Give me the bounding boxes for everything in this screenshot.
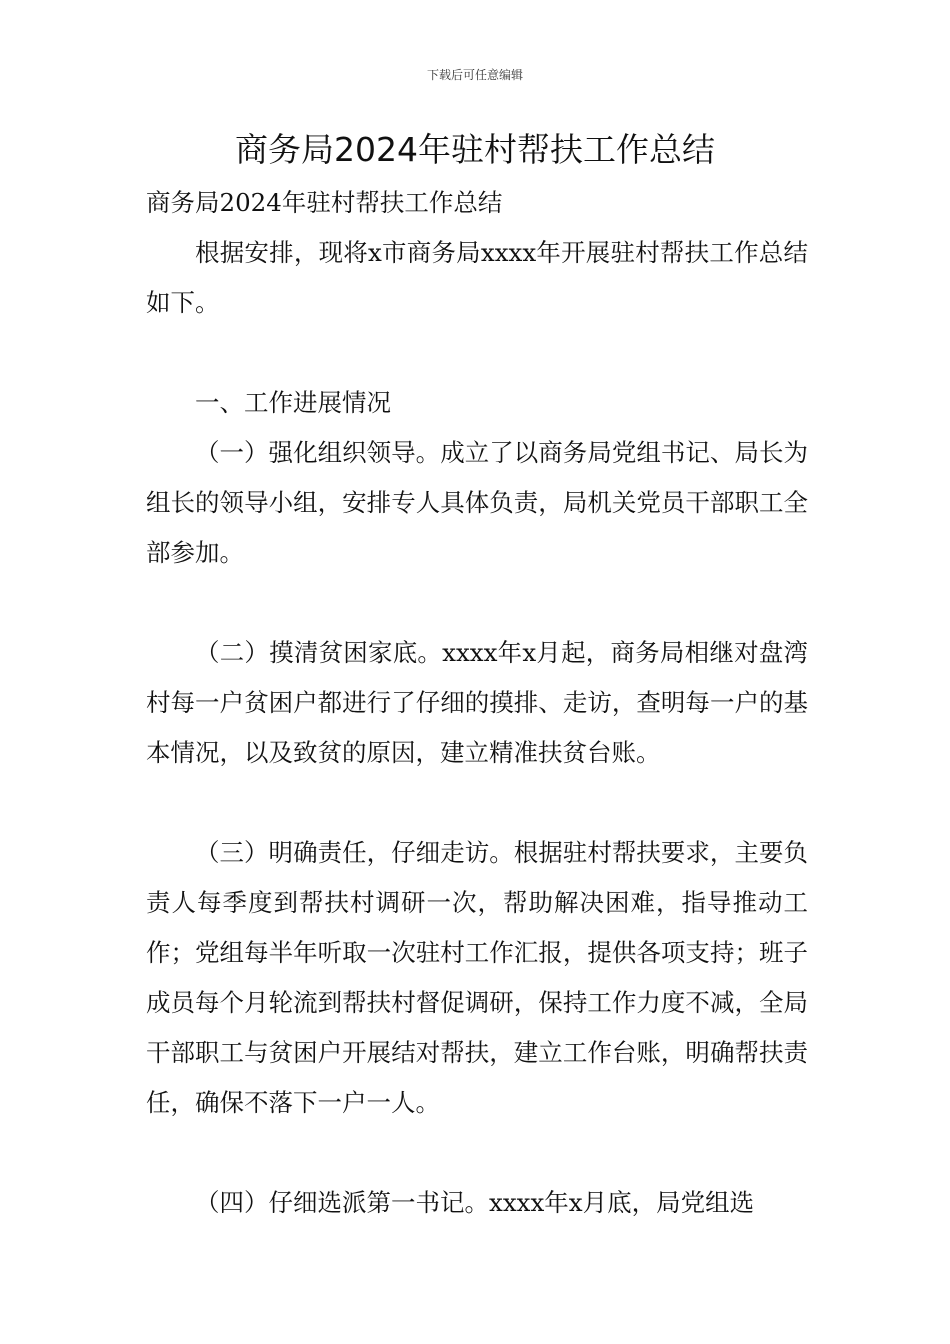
document-title: 商务局2024年驻村帮扶工作总结 [235, 130, 715, 169]
paragraph-gap [146, 578, 808, 628]
intro-paragraph: 根据安排，现将x市商务局xxxx年开展驻村帮扶工作总结如下。 [146, 238, 808, 317]
paragraph-item-2: （二）摸清贫困家底。xxxx年x月起，商务局相继对盘湾村每一户贫困户都进行了仔细的摸排、走访，查明每一户的基本情况，以及致贫的原因，建立精准扶贫台账。 [146, 638, 808, 767]
document-subtitle: 商务局2024年驻村帮扶工作总结 [146, 188, 503, 217]
paragraph-gap [146, 778, 808, 828]
header-note: 下载后可任意编辑 [426, 68, 523, 82]
section-heading: 一、工作进展情况 [195, 388, 391, 417]
paragraph-gap [146, 1128, 808, 1178]
paragraph-item-3: （三）明确责任，仔细走访。根据驻村帮扶要求，主要负责人每季度到帮扶村调研一次，帮助解决困难，指导推动工作；党组每半年听取一次驻村工作汇报，提供各项支持；班子成员每个月轮流到帮扶村督促调研，保持工作力度不减，全局干部职工与贫困户开展结对帮扶，建立工作台账，明确帮扶责任，确保不落下一户一人。 [146, 838, 808, 1117]
paragraph-gap [146, 328, 808, 378]
paragraph-item-1: （一）强化组织领导。成立了以商务局党组书记、局长为组长的领导小组，安排专人具体负责，局机关党员干部职工全部参加。 [146, 438, 808, 567]
document-body [146, 178, 808, 1228]
paragraph-item-4: （四）仔细选派第一书记。xxxx年x月底，局党组选 [195, 1188, 755, 1217]
